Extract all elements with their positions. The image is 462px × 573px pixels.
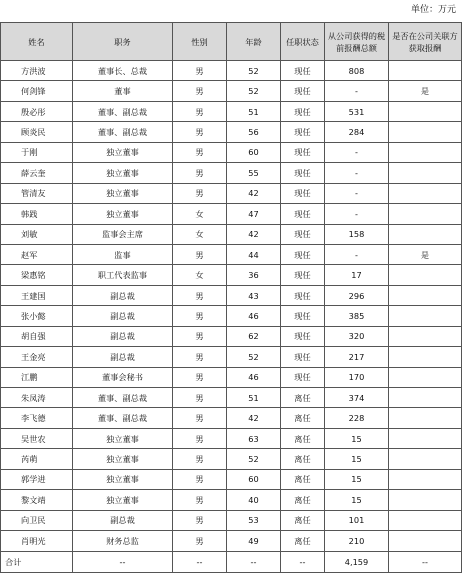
position-cell: 副总裁 <box>73 306 173 326</box>
related-party-pay-cell <box>389 163 462 183</box>
related-party-pay-cell <box>389 204 462 224</box>
age-cell: 60 <box>227 142 281 162</box>
related-party-pay-cell <box>389 265 462 285</box>
status-cell: 现任 <box>281 347 325 367</box>
gender-cell: 男 <box>173 244 227 264</box>
status-cell: 现任 <box>281 101 325 121</box>
table-row <box>1 367 462 387</box>
position-cell: 独立董事 <box>73 183 173 203</box>
gender-cell: 男 <box>173 61 227 81</box>
column-header-name: 姓名 <box>1 23 73 61</box>
age-cell: 51 <box>227 388 281 408</box>
status-cell: 现任 <box>281 285 325 305</box>
position-cell: 董事、副总裁 <box>73 388 173 408</box>
age-cell: 63 <box>227 428 281 448</box>
total-cell-age: -- <box>227 551 281 572</box>
pretax-pay-cell: 170 <box>325 367 389 387</box>
gender-cell: 男 <box>173 408 227 428</box>
pretax-pay-cell: 217 <box>325 347 389 367</box>
pretax-pay-cell: - <box>325 163 389 183</box>
table-row <box>1 428 462 448</box>
status-cell: 离任 <box>281 449 325 469</box>
table-row <box>1 408 462 428</box>
status-cell: 离任 <box>281 490 325 510</box>
gender-cell: 男 <box>173 163 227 183</box>
name-cell: 郭学进 <box>1 469 73 489</box>
related-party-pay-cell <box>389 101 462 121</box>
pretax-pay-cell: 15 <box>325 428 389 448</box>
related-party-pay-cell <box>389 285 462 305</box>
name-cell: 梁惠铭 <box>1 265 73 285</box>
name-cell: 王金亮 <box>1 347 73 367</box>
age-cell: 46 <box>227 306 281 326</box>
position-cell: 独立董事 <box>73 490 173 510</box>
pretax-pay-cell: - <box>325 204 389 224</box>
status-cell: 离任 <box>281 531 325 551</box>
pretax-pay-cell: 531 <box>325 101 389 121</box>
position-cell: 董事会秘书 <box>73 367 173 387</box>
related-party-pay-cell <box>389 61 462 81</box>
table-row <box>1 326 462 346</box>
table-body <box>1 61 462 552</box>
name-cell: 何剑锋 <box>1 81 73 101</box>
pretax-pay-cell: 158 <box>325 224 389 244</box>
related-party-pay-cell <box>389 347 462 367</box>
position-cell: 董事、副总裁 <box>73 101 173 121</box>
status-cell: 现任 <box>281 163 325 183</box>
unit-label: 单位：万元 <box>410 5 456 15</box>
pretax-pay-cell: 101 <box>325 510 389 530</box>
position-cell: 独立董事 <box>73 204 173 224</box>
pretax-pay-cell: 320 <box>325 326 389 346</box>
table-row <box>1 163 462 183</box>
pretax-pay-cell: 284 <box>325 122 389 142</box>
age-cell: 42 <box>227 224 281 244</box>
age-cell: 62 <box>227 326 281 346</box>
position-cell: 独立董事 <box>73 449 173 469</box>
gender-cell: 男 <box>173 306 227 326</box>
table-row <box>1 204 462 224</box>
age-cell: 53 <box>227 510 281 530</box>
pretax-pay-cell: 385 <box>325 306 389 326</box>
age-cell: 49 <box>227 531 281 551</box>
related-party-pay-cell <box>389 490 462 510</box>
pretax-pay-cell: 374 <box>325 388 389 408</box>
table-row <box>1 347 462 367</box>
age-cell: 52 <box>227 81 281 101</box>
gender-cell: 男 <box>173 490 227 510</box>
position-cell: 财务总监 <box>73 531 173 551</box>
related-party-pay-cell <box>389 428 462 448</box>
table-row <box>1 265 462 285</box>
position-cell: 独立董事 <box>73 428 173 448</box>
related-party-pay-cell <box>389 469 462 489</box>
status-cell: 现任 <box>281 61 325 81</box>
table-row <box>1 122 462 142</box>
age-cell: 44 <box>227 244 281 264</box>
status-cell: 现任 <box>281 183 325 203</box>
age-cell: 52 <box>227 61 281 81</box>
position-cell: 董事、副总裁 <box>73 408 173 428</box>
column-header-status: 任职状态 <box>281 23 325 61</box>
name-cell: 李飞德 <box>1 408 73 428</box>
name-cell: 薛云奎 <box>1 163 73 183</box>
table-row <box>1 183 462 203</box>
gender-cell: 男 <box>173 367 227 387</box>
table-row <box>1 81 462 101</box>
status-cell: 现任 <box>281 367 325 387</box>
name-cell: 管清友 <box>1 183 73 203</box>
table-row <box>1 61 462 81</box>
position-cell: 监事会主席 <box>73 224 173 244</box>
pretax-pay-cell: - <box>325 244 389 264</box>
related-party-pay-cell <box>389 449 462 469</box>
position-cell: 副总裁 <box>73 347 173 367</box>
executive-compensation-table <box>0 22 462 573</box>
related-party-pay-cell <box>389 510 462 530</box>
position-cell: 副总裁 <box>73 510 173 530</box>
related-party-pay-cell <box>389 531 462 551</box>
position-cell: 监事 <box>73 244 173 264</box>
status-cell: 现任 <box>281 244 325 264</box>
name-cell: 肖明光 <box>1 531 73 551</box>
status-cell: 现任 <box>281 204 325 224</box>
age-cell: 51 <box>227 101 281 121</box>
related-party-pay-cell <box>389 306 462 326</box>
total-cell-pretax-pay: 4,159 <box>325 551 389 572</box>
table-row <box>1 490 462 510</box>
column-header-position: 职务 <box>73 23 173 61</box>
pretax-pay-cell: 17 <box>325 265 389 285</box>
related-party-pay-cell <box>389 122 462 142</box>
table-row <box>1 469 462 489</box>
position-cell: 董事 <box>73 81 173 101</box>
age-cell: 42 <box>227 183 281 203</box>
name-cell: 刘敏 <box>1 224 73 244</box>
table-row <box>1 224 462 244</box>
status-cell: 离任 <box>281 469 325 489</box>
status-cell: 离任 <box>281 428 325 448</box>
gender-cell: 女 <box>173 265 227 285</box>
total-label: 合计 <box>1 551 73 572</box>
gender-cell: 男 <box>173 326 227 346</box>
related-party-pay-cell <box>389 224 462 244</box>
position-cell: 董事、副总裁 <box>73 122 173 142</box>
position-cell: 独立董事 <box>73 142 173 162</box>
table-row <box>1 388 462 408</box>
age-cell: 36 <box>227 265 281 285</box>
age-cell: 56 <box>227 122 281 142</box>
pretax-pay-cell: - <box>325 142 389 162</box>
table-row <box>1 510 462 530</box>
gender-cell: 女 <box>173 204 227 224</box>
status-cell: 离任 <box>281 408 325 428</box>
age-cell: 60 <box>227 469 281 489</box>
table-row <box>1 449 462 469</box>
position-cell: 独立董事 <box>73 469 173 489</box>
status-cell: 现任 <box>281 224 325 244</box>
table-header-row <box>1 23 462 61</box>
status-cell: 现任 <box>281 81 325 101</box>
name-cell: 江鹏 <box>1 367 73 387</box>
name-cell: 殷必彤 <box>1 101 73 121</box>
pretax-pay-cell: - <box>325 183 389 203</box>
status-cell: 离任 <box>281 388 325 408</box>
name-cell: 王建国 <box>1 285 73 305</box>
gender-cell: 男 <box>173 347 227 367</box>
age-cell: 52 <box>227 347 281 367</box>
name-cell: 黎文靖 <box>1 490 73 510</box>
table-row <box>1 244 462 264</box>
age-cell: 52 <box>227 449 281 469</box>
gender-cell: 男 <box>173 449 227 469</box>
column-header-related-party-pay: 是否在公司关联方获取报酬 <box>389 23 462 61</box>
gender-cell: 男 <box>173 510 227 530</box>
related-party-pay-cell: 是 <box>389 244 462 264</box>
name-cell: 吴世农 <box>1 428 73 448</box>
pretax-pay-cell: 296 <box>325 285 389 305</box>
total-cell-gender: -- <box>173 551 227 572</box>
column-header-gender: 性别 <box>173 23 227 61</box>
pretax-pay-cell: 15 <box>325 469 389 489</box>
name-cell: 张小懿 <box>1 306 73 326</box>
age-cell: 40 <box>227 490 281 510</box>
gender-cell: 男 <box>173 388 227 408</box>
pretax-pay-cell: - <box>325 81 389 101</box>
status-cell: 现任 <box>281 142 325 162</box>
age-cell: 43 <box>227 285 281 305</box>
age-cell: 55 <box>227 163 281 183</box>
pretax-pay-cell: 228 <box>325 408 389 428</box>
age-cell: 42 <box>227 408 281 428</box>
gender-cell: 男 <box>173 531 227 551</box>
pretax-pay-cell: 15 <box>325 490 389 510</box>
age-cell: 46 <box>227 367 281 387</box>
related-party-pay-cell <box>389 408 462 428</box>
gender-cell: 男 <box>173 285 227 305</box>
name-cell: 顾炎民 <box>1 122 73 142</box>
name-cell: 向卫民 <box>1 510 73 530</box>
name-cell: 韩践 <box>1 204 73 224</box>
position-cell: 副总裁 <box>73 326 173 346</box>
related-party-pay-cell <box>389 367 462 387</box>
name-cell: 胡自强 <box>1 326 73 346</box>
age-cell: 47 <box>227 204 281 224</box>
pretax-pay-cell: 808 <box>325 61 389 81</box>
gender-cell: 女 <box>173 224 227 244</box>
column-header-pretax-pay: 从公司获得的税前报酬总额 <box>325 23 389 61</box>
name-cell: 于刚 <box>1 142 73 162</box>
related-party-pay-cell: 是 <box>389 81 462 101</box>
pretax-pay-cell: 210 <box>325 531 389 551</box>
position-cell: 独立董事 <box>73 163 173 183</box>
position-cell: 职工代表监事 <box>73 265 173 285</box>
gender-cell: 男 <box>173 142 227 162</box>
pretax-pay-cell: 15 <box>325 449 389 469</box>
name-cell: 赵军 <box>1 244 73 264</box>
related-party-pay-cell <box>389 142 462 162</box>
table-row <box>1 101 462 121</box>
name-cell: 朱凤涛 <box>1 388 73 408</box>
total-cell-status: -- <box>281 551 325 572</box>
position-cell: 董事长、总裁 <box>73 61 173 81</box>
gender-cell: 男 <box>173 469 227 489</box>
gender-cell: 男 <box>173 183 227 203</box>
status-cell: 现任 <box>281 326 325 346</box>
name-cell: 芮萌 <box>1 449 73 469</box>
related-party-pay-cell <box>389 183 462 203</box>
related-party-pay-cell <box>389 326 462 346</box>
total-cell-position: -- <box>73 551 173 572</box>
related-party-pay-cell <box>389 388 462 408</box>
gender-cell: 男 <box>173 428 227 448</box>
status-cell: 现任 <box>281 122 325 142</box>
table-row <box>1 531 462 551</box>
name-cell: 方洪波 <box>1 61 73 81</box>
position-cell: 副总裁 <box>73 285 173 305</box>
table-row <box>1 285 462 305</box>
total-row <box>1 551 462 572</box>
column-header-age: 年龄 <box>227 23 281 61</box>
status-cell: 离任 <box>281 510 325 530</box>
gender-cell: 男 <box>173 101 227 121</box>
table-row <box>1 142 462 162</box>
gender-cell: 男 <box>173 122 227 142</box>
total-cell-related-party-pay: -- <box>389 551 462 572</box>
gender-cell: 男 <box>173 81 227 101</box>
table-row <box>1 306 462 326</box>
status-cell: 现任 <box>281 306 325 326</box>
status-cell: 现任 <box>281 265 325 285</box>
